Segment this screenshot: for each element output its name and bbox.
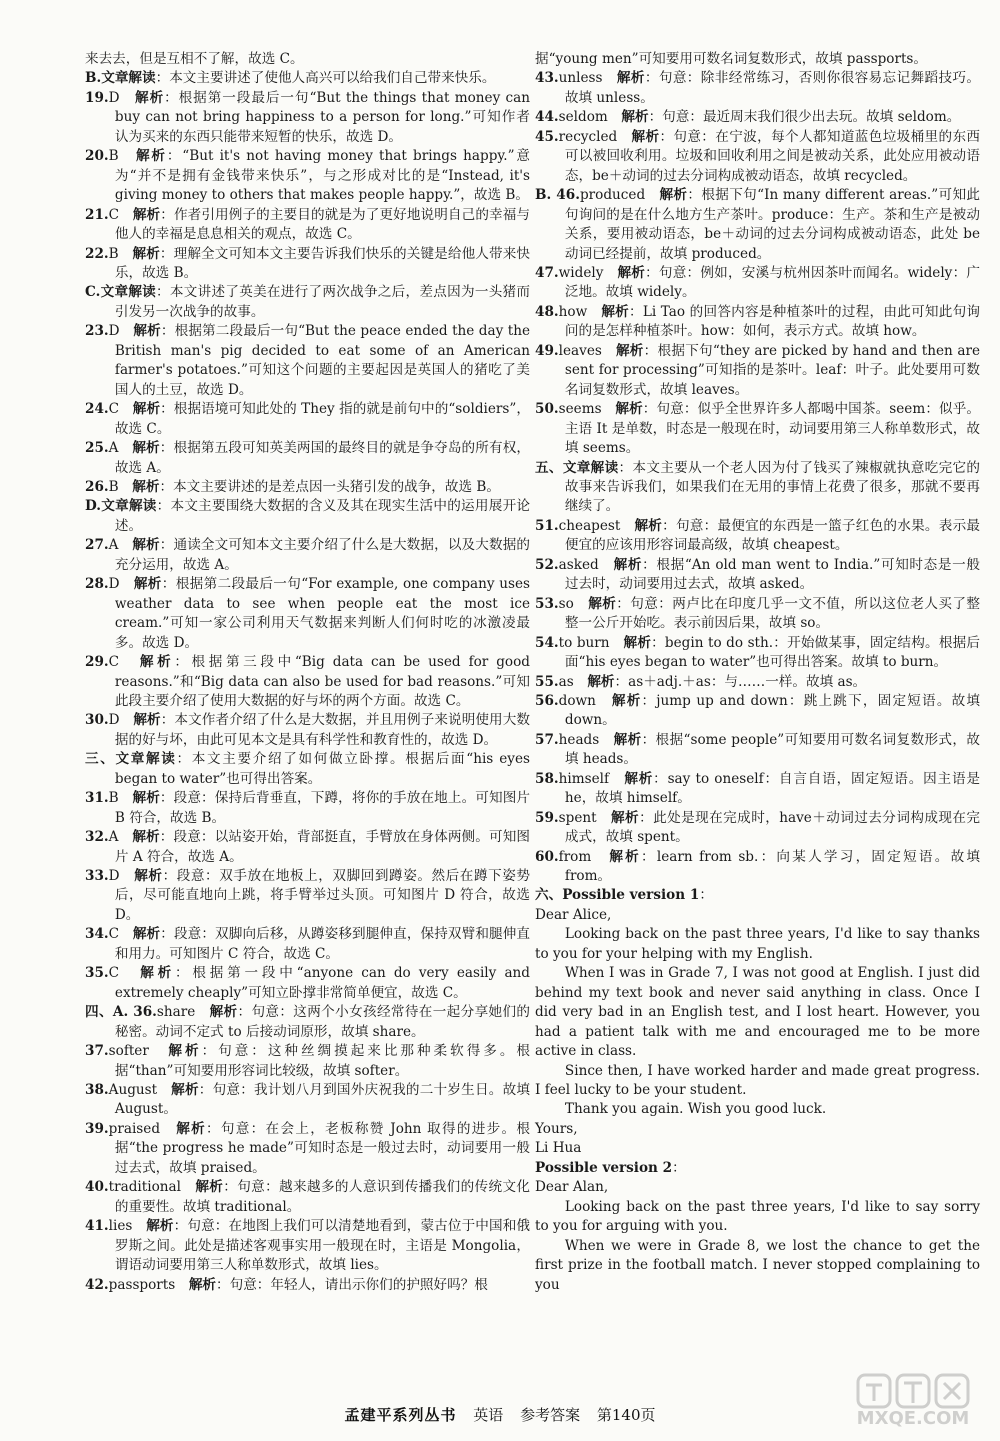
left-column bbox=[85, 50, 530, 1295]
entry-text: B 解析：理解全文可知本文主要告诉我们快乐的关键是给他人带来快乐，故选 B。 bbox=[108, 245, 531, 281]
entry-text: to burn 解析：begin to do sth.：开始做某事，固定结构。根据后面“his eyes began to water”也可得出答案。故填 to burn。 bbox=[558, 634, 980, 671]
right-entry bbox=[535, 925, 980, 964]
entry-text: B 解析：“But it's not having money that brings happy.”意为“并不是拥有金钱带来快乐”，与之形成对比的是“Instead, it's giving money to others that makes people happy.”，故选 B。 bbox=[108, 148, 530, 204]
entry-text: seldom 解析：句意：最近周末我们很少出去玩。故填 seldom。 bbox=[558, 109, 961, 126]
right-entry bbox=[535, 303, 980, 342]
question-number: 39. bbox=[85, 1120, 109, 1137]
question-number: 37. bbox=[85, 1043, 109, 1060]
section-label: Possible version 2 bbox=[535, 1159, 673, 1176]
entry-text: Dear Alan, bbox=[535, 1179, 609, 1196]
entry-text: cheapest 解析：句意：最便宜的东西是一篮子红色的水果。表示最便宜的应该用形容词最高级，故填 cheapest。 bbox=[558, 517, 981, 554]
left-entry bbox=[85, 828, 530, 867]
entry-text: Yours, bbox=[535, 1120, 578, 1137]
right-entry bbox=[535, 809, 980, 848]
left-entry bbox=[85, 575, 530, 653]
right-entry bbox=[535, 848, 980, 887]
question-number: 56. bbox=[535, 692, 559, 709]
footer-series: 孟建平系列丛书 bbox=[344, 1406, 457, 1424]
left-entry bbox=[85, 789, 530, 828]
entry-text: ：本文主要讲述了使他人高兴可以给我们自己带来快乐。 bbox=[155, 70, 496, 87]
left-entry bbox=[85, 1276, 530, 1295]
watermark-logo bbox=[854, 1371, 972, 1429]
question-number: 51. bbox=[535, 517, 559, 534]
left-entry bbox=[85, 1178, 530, 1217]
question-number: 25. bbox=[85, 440, 109, 457]
entry-text: August 解析：句意：我计划八月到国外庆祝我的二十岁生日。故填 August。 bbox=[108, 1082, 531, 1118]
question-number: 53. bbox=[535, 595, 559, 612]
entry-text: D 解析：根据第二段最后一句“But the peace ended the day the British man's pig decided to eat some of an American farmer's potatoes.”可知这个问题的主要起因是英国人的猪吃了美国人的土豆，故选 D。 bbox=[108, 323, 531, 398]
question-number: 34. bbox=[85, 926, 109, 943]
right-entry bbox=[535, 342, 980, 400]
entry-text: Looking back on the past three years, I'd like to say sorry to you for arguing with you. bbox=[535, 1198, 980, 1235]
entry-text: spent 解析：此处是现在完成时，have＋动词过去分词构成现在完成式，故填 spent。 bbox=[558, 809, 980, 846]
left-entry bbox=[85, 478, 530, 497]
section-label: 文章解读 bbox=[101, 498, 157, 515]
right-column bbox=[535, 50, 980, 1295]
question-number: 20. bbox=[85, 148, 109, 165]
left-entry bbox=[85, 206, 530, 245]
section-label: Possible version 1 bbox=[562, 887, 700, 904]
left-entry bbox=[85, 497, 530, 536]
left-entry bbox=[85, 536, 530, 575]
entry-text: asked 解析：根据“An old man went to India.”可知时态是一般过去时，动词要用过去式，故填 asked。 bbox=[558, 556, 980, 593]
entry-text: When we were in Grade 8, we lost the chance to get the first prize in the football match. I never stopped complaining to you bbox=[535, 1237, 980, 1293]
entry-text: C 解析：根据语境可知此处的 They 指的就是前句中的“soldiers”，故选 C。 bbox=[108, 401, 530, 437]
entry-text: traditional 解析：句意：越来越多的人意识到传播我们的传统文化的重要性。故填 traditional。 bbox=[108, 1179, 530, 1215]
right-entry bbox=[535, 264, 980, 303]
right-entry bbox=[535, 770, 980, 809]
entry-text: praised 解析：句意：在会上，老板称赞 John 取得的进步。根据“the progress he made”可知时态是一般过去时，动词要用一般过去式，故填 praised。 bbox=[108, 1120, 530, 1176]
question-number: 41. bbox=[85, 1218, 109, 1235]
right-entry bbox=[535, 1237, 980, 1295]
left-entry bbox=[85, 1081, 530, 1120]
question-number: 43. bbox=[535, 70, 559, 87]
section-label: 文章解读 bbox=[100, 284, 157, 301]
question-number: 33. bbox=[85, 868, 109, 885]
entry-text: share 解析：句意：这两个小女孩经常待在一起分享她们的秘密。动词不定式 to 后接动词原形，故填 share。 bbox=[114, 1004, 531, 1040]
entry-text: ： bbox=[699, 887, 713, 904]
entry-text: C 解析：段意：双脚向后移，从蹲姿移到腿伸直，保持双臂和腿伸直和用力。可知图片 C 符合，故选 C。 bbox=[108, 926, 531, 962]
left-entry bbox=[85, 147, 530, 205]
entry-text: produced 解析：根据下句“In many different areas.”可知此句询问的是在什么地方生产茶叶。produce：生产。茶和生产是被动关系，要用被动语态，be＋动词的过去分词构成被动语态，此处 be 动词已经提前，故填 produced。 bbox=[564, 187, 981, 262]
question-number: 31. bbox=[85, 790, 109, 807]
question-number: 48. bbox=[535, 303, 559, 320]
entry-text: so 解析：句意：两卢比在印度几乎一文不值，所以这位老人买了整整一公斤开始吃。表示前因后果，故填 so。 bbox=[558, 595, 981, 632]
entry-text: D 解析：根据第一段最后一句“But the things that money can buy can not bring happiness to a person for long.”可知作者认为买来的东西只能带来短暂的快乐，故选 D。 bbox=[108, 89, 530, 145]
question-number: 45. bbox=[535, 128, 559, 145]
question-number: 42. bbox=[85, 1276, 109, 1293]
entry-text: passports 解析：句意：年轻人，请出示你们的护照好吗？根 bbox=[108, 1276, 488, 1293]
left-entry bbox=[85, 245, 530, 284]
section-label: 文章解读 bbox=[101, 70, 156, 87]
entry-text: ：本文主要从一个老人因为付了钱买了辣椒就执意吃完它的故事来告诉我们，如果我们在无用的事情上花费了很多，那就不要再继续了。 bbox=[564, 459, 981, 515]
left-entry bbox=[85, 1120, 530, 1178]
question-number: 52. bbox=[535, 556, 559, 573]
question-number: 60. bbox=[535, 848, 559, 865]
right-entry bbox=[535, 1159, 980, 1178]
question-number: 26. bbox=[85, 478, 109, 495]
question-number: 59. bbox=[535, 809, 559, 826]
left-entry bbox=[85, 400, 530, 439]
question-number: 27. bbox=[85, 537, 109, 554]
right-entry bbox=[535, 1100, 980, 1119]
question-number: 49. bbox=[535, 342, 559, 359]
right-entry bbox=[535, 128, 980, 186]
entry-text: himself 解析：say to oneself：自言自语，固定短语。因主语是 he，故填 himself。 bbox=[558, 770, 980, 807]
question-number: 22. bbox=[85, 245, 109, 262]
entry-text: recycled 解析：句意：在宁波，每个人都知道蓝色垃圾桶里的东西可以被回收利用。垃圾和回收利用之间是被动关系，此处应用被动语态，be＋动词的过去分词构成被动语态，故填 recycled。 bbox=[558, 128, 981, 184]
footer-subject: 英语 bbox=[473, 1406, 504, 1424]
right-entry bbox=[535, 1120, 980, 1139]
right-entry bbox=[535, 400, 980, 458]
entry-text: A 解析：通读全文可知本文主要介绍了什么是大数据，以及大数据的充分运用，故选 A。 bbox=[108, 537, 531, 573]
right-entry bbox=[535, 634, 980, 673]
section-label: 文章解读 bbox=[115, 751, 177, 768]
entry-text: A 解析：根据第五段可知英美两国的最终目的就是争夺岛的所有权，故选 A。 bbox=[108, 440, 531, 476]
entry-text: B 解析：本文主要讲述的是差点因一头猪引发的战争，故选 B。 bbox=[108, 478, 500, 495]
entry-text: seems 解析：句意：似乎全世界许多人都喝中国茶。seem：似乎。主语 It 是单数，时态是一般现在时，动词要用第三人称单数形式，故填 seems。 bbox=[558, 401, 980, 457]
footer-page-number: 第140页 bbox=[596, 1406, 656, 1424]
question-number: C. bbox=[85, 284, 101, 301]
entry-text: down 解析：jump up and down：跳上跳下，固定短语。故填 down。 bbox=[558, 692, 980, 729]
question-number: 28. bbox=[85, 576, 109, 593]
section-label: 文章解读 bbox=[562, 459, 619, 476]
question-number: 40. bbox=[85, 1179, 109, 1196]
question-number: 35. bbox=[85, 965, 109, 982]
footer-section: 参考答案 bbox=[520, 1406, 581, 1424]
right-entry bbox=[535, 50, 980, 69]
right-entry bbox=[535, 186, 980, 264]
question-number: 19. bbox=[85, 89, 109, 106]
entry-text: Since then, I have worked harder and made great progress. I feel lucky to be your student. bbox=[535, 1062, 980, 1099]
watermark-text: MXQE.COM bbox=[856, 1408, 970, 1429]
entry-text: C 解析：根据第一段中“anyone can do very easily and extremely cheaply”可知立卧撑非常简单便宜，故选 C。 bbox=[108, 965, 531, 1001]
entry-text: Li Hua bbox=[535, 1140, 582, 1157]
right-entry bbox=[535, 1198, 980, 1237]
right-entry bbox=[535, 906, 980, 925]
entry-text: When I was in Grade 7, I was not good at English. I just did behind my text book and never said anything in class. Once I did very bad in an English test, and I lost heart. However, you had a patient talk with me and encouraged me to be more active in class. bbox=[535, 965, 980, 1060]
entry-text: C 解析：根据第三段中“Big data can be used for good reasons.”和“Big data can also be used for bad reasons.”可知此段主要介绍了使用大数据的好与坏的两个方面。故选 C。 bbox=[108, 654, 530, 709]
entry-text: softer 解析：句意：这种丝绸摸起来比那种柔软得多。根据“than”可知要用形容词比较级，故填 softer。 bbox=[108, 1043, 531, 1079]
right-entry bbox=[535, 673, 980, 692]
question-number: 三、 bbox=[85, 751, 116, 768]
left-entry bbox=[85, 653, 530, 711]
right-entry bbox=[535, 886, 980, 905]
entry-text: ：本文主要介绍了如何做立卧撑。根据后面“his eyes began to water”也可得出答案。 bbox=[114, 751, 530, 787]
left-entry bbox=[85, 439, 530, 478]
entry-text: from 解析：learn from sb.：向某人学习，固定短语。故填 from。 bbox=[558, 848, 981, 885]
right-entry bbox=[535, 1178, 980, 1197]
question-number: 23. bbox=[85, 323, 109, 340]
left-entry bbox=[85, 283, 530, 322]
question-number: 21. bbox=[85, 206, 109, 223]
left-entry bbox=[85, 711, 530, 750]
entry-text: D 解析：本文作者介绍了什么是大数据，并且用例子来说明使用大数据的好与坏，由此可见本文是具有科学性和教育性的，故选 D。 bbox=[108, 712, 531, 748]
left-entry bbox=[85, 1217, 530, 1275]
question-number: 58. bbox=[535, 770, 559, 787]
right-entry bbox=[535, 595, 980, 634]
question-number: 30. bbox=[85, 712, 109, 729]
question-number: 57. bbox=[535, 731, 559, 748]
entry-text: 据“young men”可知要用可数名词复数形式，故填 passports。 bbox=[535, 51, 927, 67]
right-entry bbox=[535, 731, 980, 770]
watermark-icon bbox=[854, 1371, 972, 1411]
question-number: D. bbox=[85, 498, 102, 515]
question-number: 38. bbox=[85, 1082, 109, 1099]
right-entry bbox=[535, 1062, 980, 1101]
left-entry bbox=[85, 750, 530, 789]
entry-text: Dear Alice, bbox=[535, 906, 612, 923]
left-entry bbox=[85, 964, 530, 1003]
entry-text: how 解析：Li Tao 的回答内容是种植茶叶的过程，由此可知此句询问的是怎样种植茶叶。how：如何，表示方式。故填 how。 bbox=[558, 303, 981, 340]
entry-text: Thank you again. Wish you good luck. bbox=[564, 1101, 827, 1118]
entry-text: ： bbox=[672, 1159, 686, 1176]
question-number: 47. bbox=[535, 264, 559, 281]
entry-text: ：本文讲述了英美在进行了两次战争之后，差点因为一头猪而引发另一次战争的故事。 bbox=[114, 284, 531, 320]
entry-text: C 解析：作者引用例子的主要目的就是为了更好地说明自己的幸福与他人的幸福是息息相关的观点，故选 C。 bbox=[108, 206, 531, 243]
question-number: 32. bbox=[85, 829, 109, 846]
question-number: 29. bbox=[85, 654, 109, 671]
question-number: 55. bbox=[535, 673, 559, 690]
left-entry bbox=[85, 89, 530, 147]
question-number: B. bbox=[85, 70, 102, 87]
question-number: 44. bbox=[535, 109, 559, 126]
left-entry bbox=[85, 867, 530, 925]
question-number: 四、A. 36. bbox=[85, 1004, 157, 1021]
right-entry bbox=[535, 108, 980, 127]
right-entry bbox=[535, 1139, 980, 1158]
right-entry bbox=[535, 964, 980, 1061]
right-entry bbox=[535, 459, 980, 517]
entry-text: as 解析：as＋adj.＋as：与……一样。故填 as。 bbox=[558, 673, 867, 690]
entry-text: D 解析：段意：双手放在地板上，双脚回到蹲姿。然后在蹲下姿势后，尽可能直地向上跳，将手臂举过头顶。可知图片 D 符合，故选 D。 bbox=[108, 868, 531, 923]
right-entry bbox=[535, 556, 980, 595]
entry-text: Looking back on the past three years, I'd like to say thanks to you for your helping with my English. bbox=[535, 926, 980, 962]
entry-text: ：本文主要围绕大数据的含义及其在现实生活中的运用展开论述。 bbox=[114, 498, 530, 534]
question-number: 54. bbox=[535, 634, 559, 651]
entry-text: B 解析：段意：保持后背垂直，下蹲，将你的手放在地上。可知图片 B 符合，故选 B。 bbox=[108, 790, 531, 826]
entry-text: heads 解析：根据“some people”可知要用可数名词复数形式，故填 heads。 bbox=[558, 731, 980, 768]
left-entry bbox=[85, 1003, 530, 1042]
question-number: B. 46. bbox=[535, 187, 580, 204]
entry-text: widely 解析：句意：例如，安溪与杭州因茶叶而闻名。widely：广泛地。故填 widely。 bbox=[558, 264, 980, 301]
right-entry bbox=[535, 517, 980, 556]
entry-text: leaves 解析：根据下句“they are picked by hand and then are sent for processing”可知指的是茶叶。leaf：叶子。此处要用可数名词复数形式，故填 leaves。 bbox=[558, 342, 981, 398]
question-number: 50. bbox=[535, 401, 559, 418]
entry-text: A 解析：段意：以站姿开始，背部挺直，手臂放在身体两侧。可知图片 A 符合，故选 A。 bbox=[108, 829, 531, 865]
entry-text: unless 解析：句意：除非经常练习，否则你很容易忘记舞蹈技巧。故填 unless。 bbox=[558, 70, 981, 106]
entry-text: lies 解析：句意：在地图上我们可以清楚地看到，蒙古位于中国和俄罗斯之间。此处是描述客观事实用一般现在时，主语是 Mongolia，谓语动词要用第三人称单数形式，故填 lies。 bbox=[108, 1218, 531, 1274]
right-entry bbox=[535, 69, 980, 108]
left-entry bbox=[85, 322, 530, 400]
left-entry bbox=[85, 925, 530, 964]
right-entry bbox=[535, 692, 980, 731]
question-number: 五、 bbox=[535, 459, 563, 476]
question-number: 六、 bbox=[535, 887, 563, 904]
question-number: 24. bbox=[85, 401, 109, 418]
page-footer bbox=[0, 1404, 1000, 1425]
left-entry bbox=[85, 69, 530, 88]
entry-text: D 解析：根据第二段最后一句“For example, one company uses weather data to see when people eat the most ice cream.”可知一家公司利用天气数据来判断人们何时吃的冰激凌最多。故选 D。 bbox=[108, 576, 530, 651]
left-entry bbox=[85, 50, 530, 69]
entry-text: 来去去，但是互相不了解，故选 C。 bbox=[85, 51, 304, 67]
left-entry bbox=[85, 1042, 530, 1081]
